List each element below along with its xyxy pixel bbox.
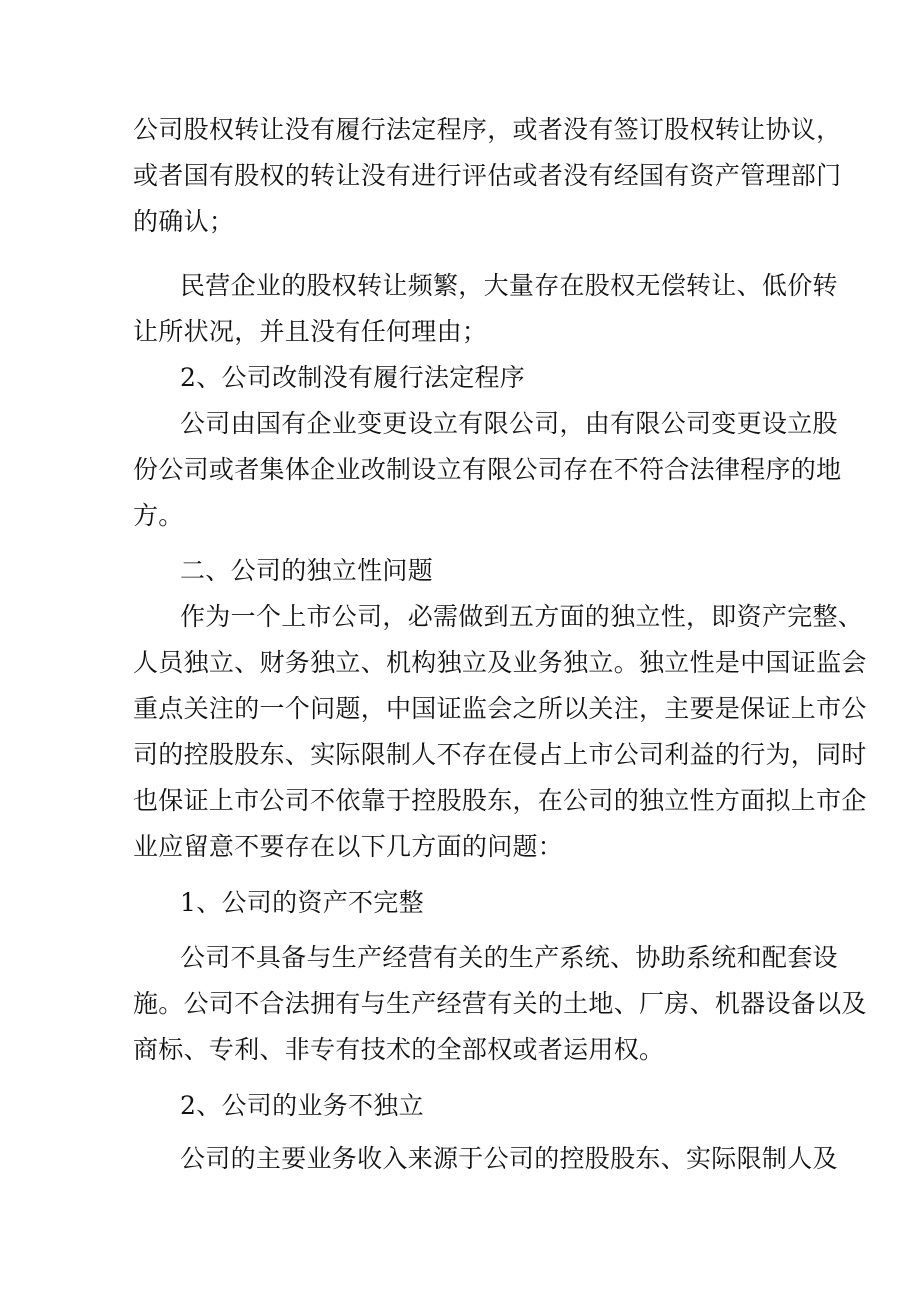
text-line: 人员独立、财务独立、机构独立及业务独立。独立性是中国证监会 (133, 648, 867, 677)
text-line: 业应留意不要存在以下几方面的问题： (133, 832, 564, 861)
text-line: 商标、专利、非专有技术的全部权或者运用权。 (133, 1035, 665, 1064)
text-line: 让所状况，并且没有任何理由； (133, 317, 488, 346)
text-line: 作为一个上市公司，必需做到五方面的独立性，即资产完整、 (180, 602, 864, 631)
text-line: 方。 (133, 501, 184, 530)
text-line: 份公司或者集体企业改制设立有限公司存在不符合法律程序的地 (133, 455, 842, 484)
text-line: 施。公司不合法拥有与生产经营有关的土地、厂房、机器设备以及 (133, 989, 867, 1018)
section-heading: 1、公司的资产不完整 (180, 888, 424, 917)
text-line: 也保证上市公司不依靠于控股股东，在公司的独立性方面拟上市企 (133, 786, 867, 815)
text-line: 公司股权转让没有履行法定程序，或者没有签订股权转让协议， (133, 115, 842, 144)
text-line: 或者国有股权的转让没有进行评估或者没有经国有资产管理部门 (133, 161, 842, 190)
text-line: 的确认； (133, 207, 235, 236)
section-heading: 2、公司的业务不独立 (180, 1091, 424, 1120)
text-line: 公司由国有企业变更设立有限公司，由有限公司变更设立股 (180, 409, 838, 438)
text-line: 公司不具备与生产经营有关的生产系统、协助系统和配套设 (180, 943, 838, 972)
text-line: 重点关注的一个问题，中国证监会之所以关注，主要是保证上市公 (133, 694, 867, 723)
section-heading: 二、公司的独立性问题 (180, 556, 434, 585)
text-line: 公司的主要业务收入来源于公司的控股股东、实际限制人及 (180, 1144, 838, 1173)
text-line: 民营企业的股权转让频繁，大量存在股权无偿转让、低价转 (180, 271, 838, 300)
section-heading: 2、公司改制没有履行法定程序 (180, 363, 526, 392)
text-line: 司的控股股东、实际限制人不存在侵占上市公司利益的行为，同时 (133, 740, 867, 769)
